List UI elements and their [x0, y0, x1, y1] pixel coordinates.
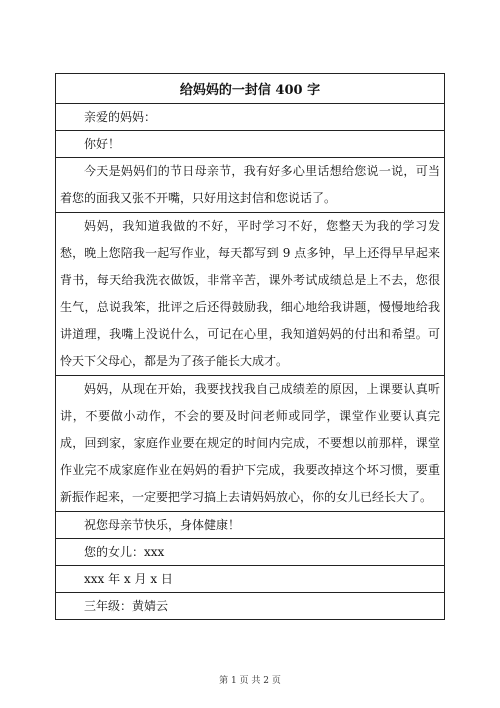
date-line: xxx 年 x 月 x 日 — [56, 566, 444, 593]
paragraph-intro: 今天是妈妈们的节日母亲节，我有好多心里话想给您说一说，可当着您的面我又张不开嘴，只好用这封信和您说话了。 — [56, 158, 444, 213]
letter-title: 给妈妈的一封信 400 字 — [56, 74, 444, 104]
greeting-line: 亲爱的妈妈： — [56, 104, 444, 131]
wish-line: 祝您母亲节快乐，身体健康！ — [56, 512, 444, 539]
signature-line: 您的女儿：xxx — [56, 539, 444, 566]
hello-line: 你好！ — [56, 131, 444, 158]
paragraph-reflection: 妈妈，我知道我做的不好，平时学习不好，您整天为我的学习发愁，晚上您陪我一起写作业，每天都写到 9 点多钟，早上还得早早起来背书，每天给我洗衣做饭，非常辛苦，课外考试成绩总是上不去，您很生气，总说我笨，批评之后还得鼓励我，细心地给我讲题，慢慢地给我讲道理，我嘴上没说什么，可记在心里，我知道妈妈的付出和希望。可怜天下父母心，都是为了孩子能长大成才。 — [56, 213, 444, 376]
letter-table — [55, 73, 445, 620]
grade-line: 三年级：黄婧云 — [56, 593, 444, 620]
paragraph-promise: 妈妈，从现在开始，我要找找我自己成绩差的原因，上课要认真听讲，不要做小动作，不会的要及时问老师或同学，课堂作业要认真完成，回到家，家庭作业要在规定的时间内完成，不要想以前那样，课堂作业完不成家庭作业在妈妈的看护下完成，我要改掉这个坏习惯，要重新振作起来，一定要把学习搞上去请妈妈放心，你的女儿已经长大了。 — [56, 376, 444, 512]
page-number-footer: 第 1 页 共 2 页 — [219, 676, 281, 686]
